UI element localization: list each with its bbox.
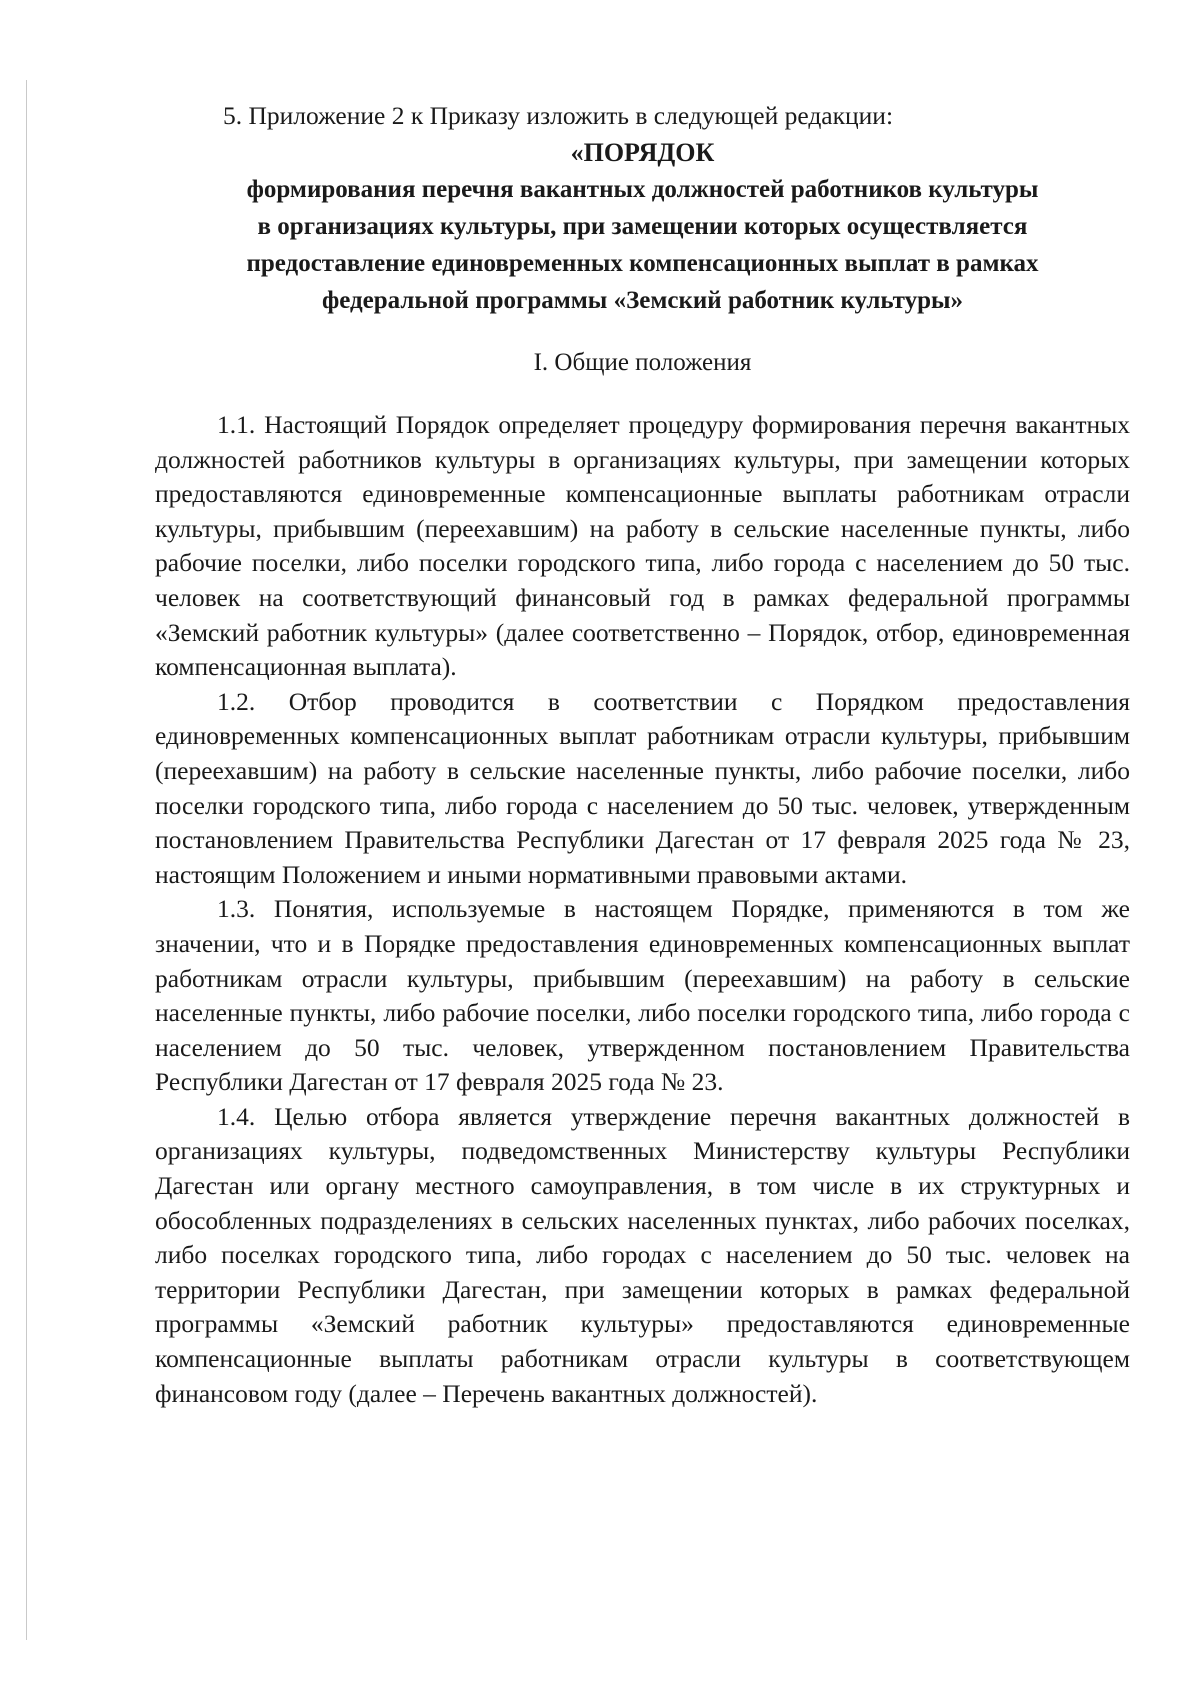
document-title xyxy=(155,134,1130,319)
amendment-intro: 5. Приложение 2 к Приказу изложить в следующей редакции: xyxy=(223,101,894,130)
paragraph-1-4: 1.4. Целью отбора является утверждение перечня вакантных должностей в организациях культуры, подведомственных Министерству культуры Республики Дагестан или органу местного самоуправления, в том числе в их структурных и обособленных подразделениях в сельских населенных пунктах, либо рабочих поселках, либо поселках городского типа, либо городах с населением до 50 тыс. человек на территории Республики Дагестан, при замещении которых в рамках федеральной программы «Земский работник культуры» предоставляются единовременные компенсационные выплаты работникам отрасли культуры в соответствующем финансовом году (далее – Перечень вакантных должностей). xyxy=(155,1101,1130,1408)
paragraph-1-3: 1.3. Понятия, используемые в настоящем Порядке, применяются в том же значении, что и в Порядке предоставления единовременных компенсационных выплат работникам отрасли культуры, прибывшим (переехавшим) на работу в сельские населенные пункты, либо рабочие поселки, либо поселки городского типа, либо города с населением до 50 тыс. человек, утвержденном постановлением Правительства Республики Дагестан от 17 февраля 2025 года № 23. xyxy=(155,894,1130,1097)
title-word: «ПОРЯДОК xyxy=(570,138,715,167)
title-line-4: федеральной программы «Земский работник культуры» xyxy=(321,287,964,314)
title-line-1: формирования перечня вакантных должностей работников культуры xyxy=(246,176,1039,203)
document-page xyxy=(155,98,1130,1411)
title-line-2: в организациях культуры, при замещении которых осуществляется xyxy=(257,213,1028,240)
paragraph-1-2: 1.2. Отбор проводится в соответствии с Порядком предоставления единовременных компенсационных выплат работникам отрасли культуры, прибывшим (переехавшим) на работу в сельские населенные пункты, либо рабочие поселки, либо поселки городского типа, либо города с населением до 50 тыс. человек, утвержденным постановлением Правительства Республики Дагестан от 17 февраля 2025 года № 23, настоящим Положением и иными нормативными правовыми актами. xyxy=(155,686,1130,889)
section-heading: I. Общие положения xyxy=(533,349,752,376)
scan-edge-line xyxy=(26,80,27,1640)
title-line-3: предоставление единовременных компенсационных выплат в рамках xyxy=(246,250,1039,277)
paragraph-1-1: 1.1. Настоящий Порядок определяет процедуру формирования перечня вакантных должностей работников культуры в организациях культуры, при замещении которых предоставляются единовременные компенсационные выплаты работникам отрасли культуры, прибывшим (переехавшим) на работу в сельские населенные пункты, либо рабочие поселки, либо поселки городского типа, либо города с населением до 50 тыс. человек на соответствующий финансовый год в рамках федеральной программы «Земский работник культуры» (далее соответственно – Порядок, отбор, единовременная компенсационная выплата). xyxy=(155,410,1130,682)
